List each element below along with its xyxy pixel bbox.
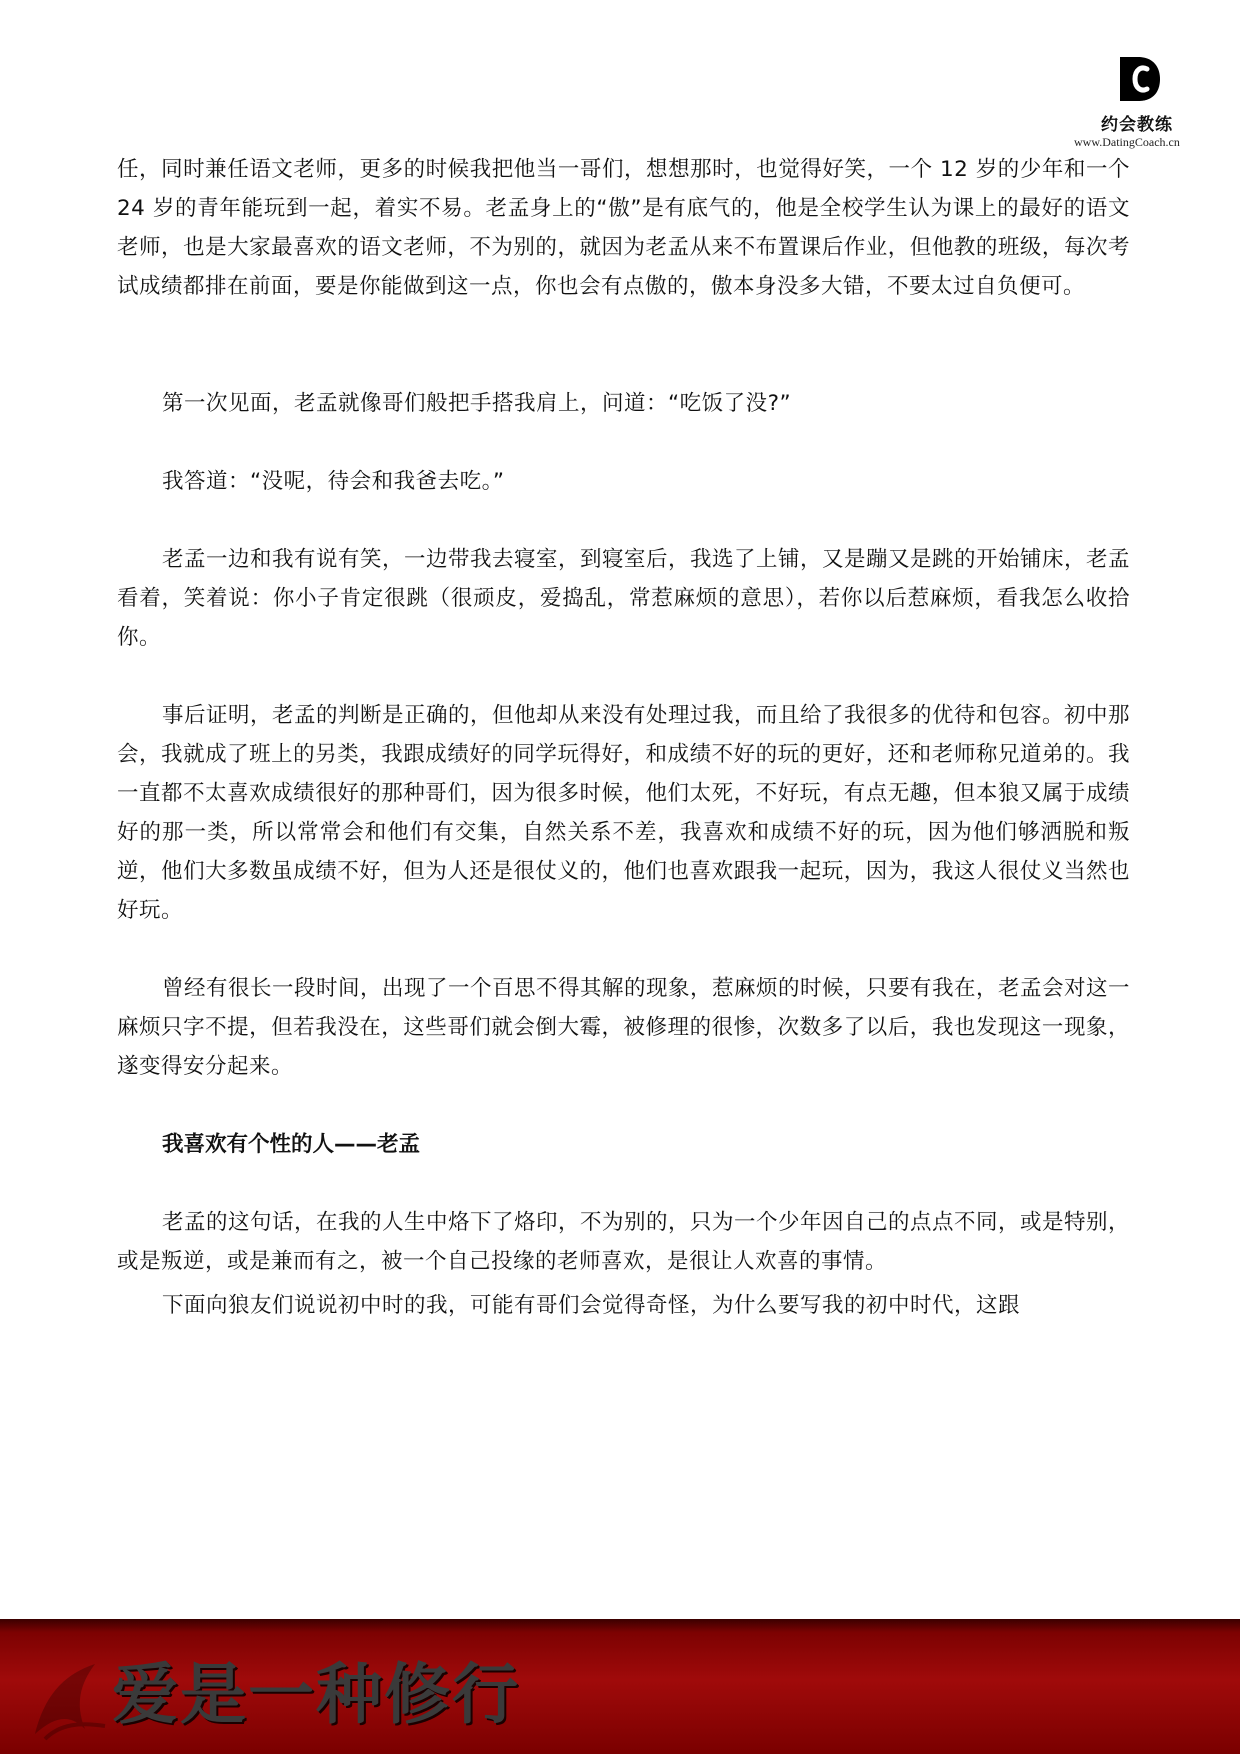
paragraph-6: 曾经有很长一段时间，出现了一个百思不得其解的现象，惹麻烦的时候，只要有我在，老孟会对这一麻烦只字不提，但若我没在，这些哥们就会倒大霉，被修理的很惨，次数多了以后，我也发现这一现象，遂变得安分起来。 [117,976,1131,1079]
paragraph-4: 老孟一边和我有说有笑，一边带我去寝室，到寝室后，我选了上铺，又是蹦又是跳的开始铺床，老孟看着，笑着说：你小子肯定很跳（很顽皮，爱捣乱，常惹麻烦的意思），若你以后惹麻烦，看我怎么收拾你。 [117,547,1131,650]
paragraph-7: 老孟的这句话，在我的人生中烙下了烙印，不为别的，只为一个少年因自己的点点不同，或是特别，或是叛逆，或是兼而有之，被一个自己投缘的老师喜欢，是很让人欢喜的事情。 [117,1210,1131,1274]
paragraph-8: 下面向狼友们说说初中时的我，可能有哥们会觉得奇怪，为什么要写我的初中时代，这跟 [162,1293,1021,1318]
footer-title: 爱是一种修行 [112,1655,520,1733]
paragraph-5: 事后证明，老孟的判断是正确的，但他却从来没有处理过我，而且给了我很多的优待和包容。初中那会，我就成了班上的另类，我跟成绩好的同学玩得好，和成绩不好的玩的更好，还和老师称兄道弟的。我一直都不太喜欢成绩很好的那种哥们，因为很多时候，他们太死，不好玩，有点无趣，但本狼又属于成绩好的那一类，所以常常会和他们有交集，自然关系不差，我喜欢和成绩不好的玩，因为他们够洒脱和叛逆，他们大多数虽成绩不好，但为人还是很仗义的，他们也喜欢跟我一起玩，因为，我这人很仗义当然也好玩。 [117,703,1131,923]
article-body [117,150,1130,1325]
paragraph-3: 我答道：“没呢，待会和我爸去吃。” [162,469,505,494]
paragraph-1: 任，同时兼任语文老师，更多的时候我把他当一哥们，想想那时，也觉得好笑，一个 12 岁的少年和一个 24 岁的青年能玩到一起，着实不易。老孟身上的“傲”是有底气的，他是全校学生认为课上的最好的语文老师，也是大家最喜欢的语文老师，不为别的，就因为老孟从来不布置课后作业，但他教的班级，每次考试成绩都排在前面，要是你能做到这一点，你也会有点傲的，傲本身没多大错，不要太过自负便可。 [117,157,1130,299]
paragraph-2: 第一次见面，老孟就像哥们般把手搭我肩上，问道：“吃饭了没?” [162,391,792,416]
logo-chinese-name: 约会教练 [1101,115,1173,135]
footer-banner [0,1619,1240,1754]
ornament-icon [25,1654,120,1749]
section-heading: 我喜欢有个性的人——老孟 [162,1132,421,1157]
logo-website: www.DatingCoach.cn [1074,135,1180,149]
dc-logo-icon [1114,54,1164,104]
brand-logo [1062,48,1222,152]
